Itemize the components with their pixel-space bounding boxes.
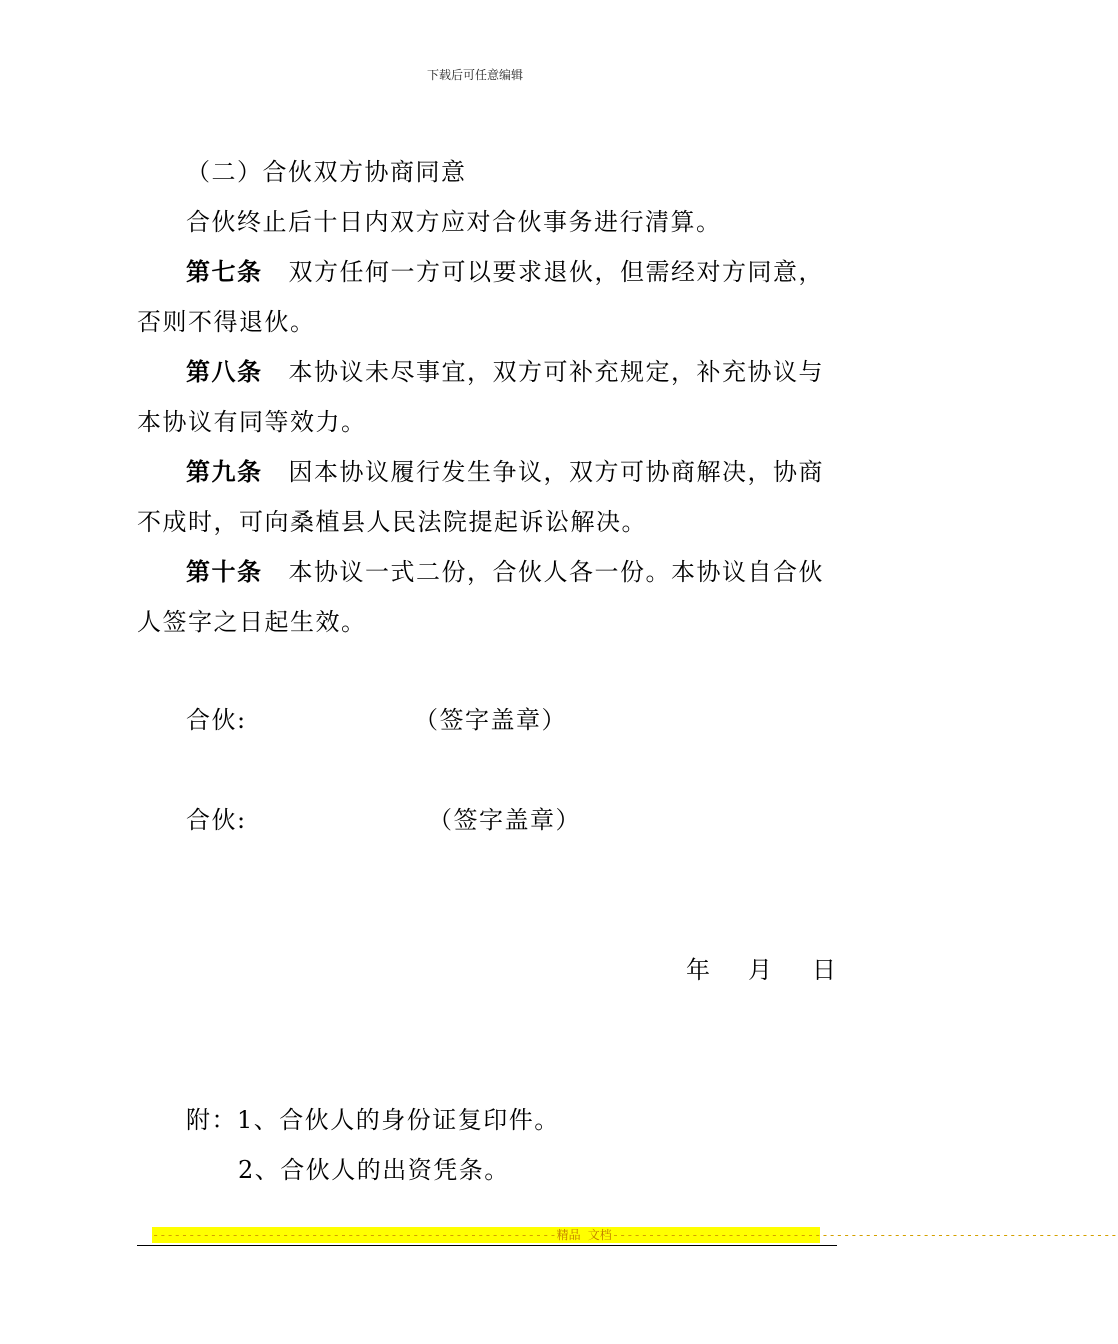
signature-note-1: （签字盖章） xyxy=(414,706,567,734)
article-9-title: 第九条 xyxy=(186,457,263,486)
article-10-line-1 xyxy=(186,556,824,588)
article-9-text-1: 因本协议履行发生争议，双方可协商解决，协商 xyxy=(288,458,824,486)
article-8-text-1: 本协议未尽事宜，双方可补充规定，补充协议与 xyxy=(288,358,824,386)
footer-dashes-left: -------------------------------------------------------- xyxy=(152,1228,557,1242)
page-header: 下载后可任意编辑 xyxy=(426,68,523,82)
attachment-2: 2、合伙人的出资凭条。 xyxy=(238,1156,510,1184)
article-7-title: 第七条 xyxy=(186,257,263,286)
article-7-line-2: 否则不得退伙。 xyxy=(137,308,316,336)
footer-highlight-bar xyxy=(152,1227,1118,1243)
article-10-line-2: 人签字之日起生效。 xyxy=(137,608,367,636)
article-8-line-1 xyxy=(186,356,824,388)
footer-dashes-right: ---------------------------------------------------------------------- xyxy=(611,1228,1118,1242)
article-8-line-2: 本协议有同等效力。 xyxy=(137,408,367,436)
article-10-text-1: 本协议一式二份，合伙人各一份。本协议自合伙 xyxy=(288,558,824,586)
article-8-title: 第八条 xyxy=(186,357,263,386)
footer-label: 精品 文档 xyxy=(556,1228,612,1242)
date-day: 日 xyxy=(812,956,838,984)
date-month: 月 xyxy=(748,956,774,984)
signature-label-2: 合伙: xyxy=(186,806,247,834)
article-7-text-1: 双方任何一方可以要求退伙，但需经对方同意， xyxy=(288,258,824,286)
date-year: 年 xyxy=(686,956,712,984)
signature-label-1: 合伙: xyxy=(186,706,247,734)
article-9-line-2: 不成时，可向桑植县人民法院提起诉讼解决。 xyxy=(137,508,647,536)
article-10-title: 第十条 xyxy=(186,557,263,586)
article-9-line-1 xyxy=(186,456,824,488)
liquidation-line: 合伙终止后十日内双方应对合伙事务进行清算。 xyxy=(186,208,722,236)
attachment-1: 附：1、合伙人的身份证复印件。 xyxy=(186,1106,560,1134)
clause-two-line: （二）合伙双方协商同意 xyxy=(186,158,467,186)
footer-rule xyxy=(137,1245,837,1246)
article-7-line-1 xyxy=(186,256,824,288)
signature-note-2: （签字盖章） xyxy=(428,806,581,834)
